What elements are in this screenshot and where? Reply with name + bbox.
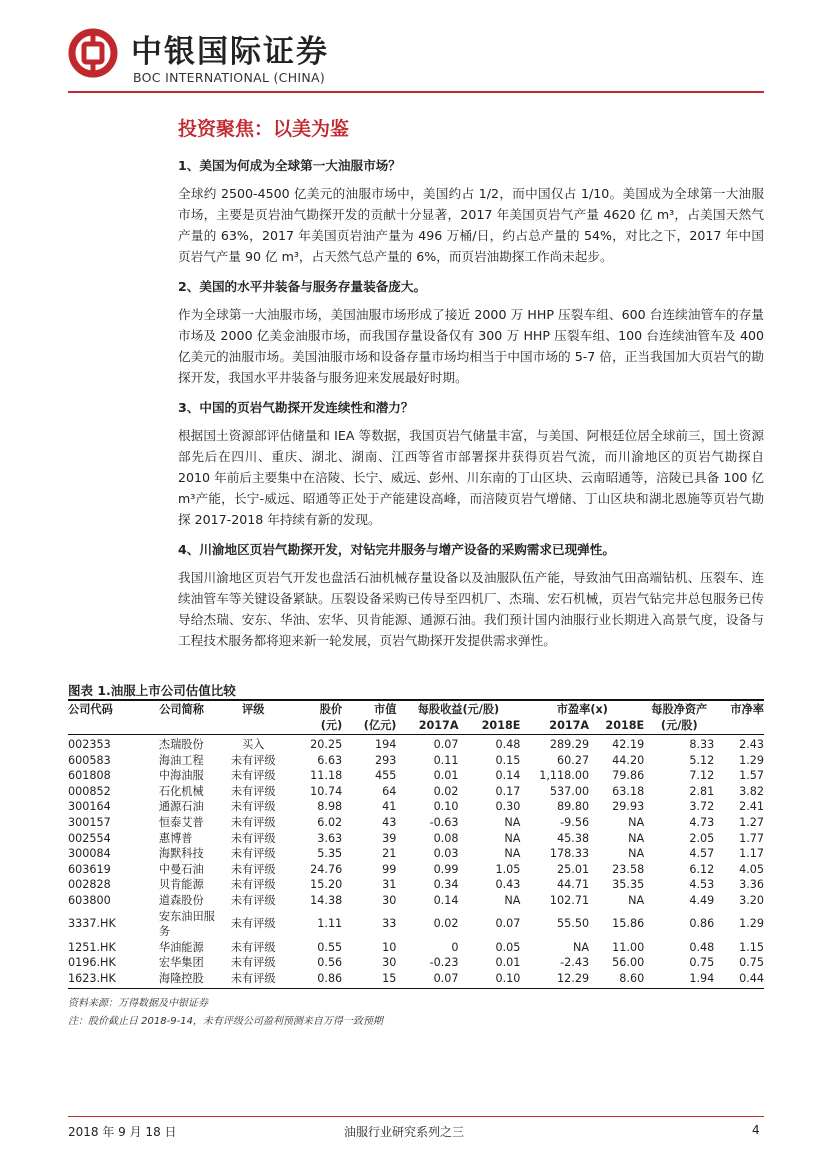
cell-eps-2017a: 0.14 bbox=[433, 893, 459, 907]
cell-price: 0.56 bbox=[317, 956, 343, 970]
cell-pe-2017a: 44.71 bbox=[557, 878, 590, 892]
cell-price: 0.55 bbox=[317, 940, 343, 954]
cell-pe-2018e: NA bbox=[628, 831, 645, 845]
cell-eps-2017a: 0.99 bbox=[433, 862, 459, 876]
page-number: 4 bbox=[752, 1123, 760, 1137]
question-heading: 4、川渝地区页岩气勘探开发，对钻完井服务与增产设备的采购需求已现弹性。 bbox=[178, 542, 615, 557]
cell-pb: 3.20 bbox=[739, 893, 764, 907]
cell-pb: 2.43 bbox=[739, 738, 764, 751]
cell-eps-2018e: 0.43 bbox=[495, 878, 521, 892]
cell-rating: 未有评级 bbox=[230, 831, 276, 845]
cell-bvps: 2.05 bbox=[689, 831, 715, 845]
table-row bbox=[68, 799, 764, 815]
cell-code: 1251.HK bbox=[68, 940, 116, 954]
cell-pe-2017a: 55.50 bbox=[557, 917, 590, 931]
cell-code: 300084 bbox=[68, 847, 111, 861]
cell-price: 0.86 bbox=[317, 971, 343, 985]
col-subheader: (亿元) bbox=[363, 719, 397, 732]
cell-pe-2018e: 11.00 bbox=[612, 940, 645, 954]
cell-price: 15.20 bbox=[310, 878, 343, 892]
cell-code: 0196.HK bbox=[68, 956, 116, 970]
cell-pe-2018e: 79.86 bbox=[612, 769, 645, 783]
cell-eps-2018e: 0.07 bbox=[495, 917, 521, 931]
cell-pe-2017a: 102.71 bbox=[549, 893, 590, 907]
cell-eps-2018e: 0.10 bbox=[495, 971, 521, 985]
footnote: 注：股价截止日 2018-9-14，未有评级公司盈利预测来自万得一致预期 bbox=[68, 1016, 383, 1027]
cell-eps-2018e: 0.30 bbox=[495, 800, 521, 814]
footer-date: 2018 年 9 月 18 日 bbox=[68, 1125, 177, 1139]
col-header: 评级 bbox=[242, 703, 265, 716]
cell-eps-2017a: 0.08 bbox=[433, 831, 459, 845]
cell-rating: 未有评级 bbox=[230, 847, 276, 861]
col-subheader: 2017A bbox=[418, 719, 459, 732]
cell-name: 宏华集团 bbox=[158, 956, 204, 970]
cell-mktcap: 64 bbox=[382, 784, 397, 798]
cell-eps-2017a: 0 bbox=[451, 940, 459, 954]
cell-price: 6.63 bbox=[317, 753, 343, 767]
cell-bvps: 2.81 bbox=[689, 784, 715, 798]
cell-pe-2018e: 44.20 bbox=[612, 753, 645, 767]
cell-mktcap: 194 bbox=[375, 738, 397, 751]
cell-mktcap: 30 bbox=[382, 956, 397, 970]
cell-name: 华油能源 bbox=[158, 940, 204, 954]
table-body bbox=[68, 735, 764, 987]
cell-code: 601808 bbox=[68, 769, 111, 783]
cell-name: 杰瑞股份 bbox=[158, 738, 204, 751]
cell-pb: 1.77 bbox=[739, 831, 764, 845]
cell-price: 14.38 bbox=[310, 893, 343, 907]
section-title: 投资聚焦：以美为鉴 bbox=[178, 118, 350, 140]
cell-eps-2018e: 0.17 bbox=[495, 784, 521, 798]
cell-price: 3.63 bbox=[317, 831, 343, 845]
cell-price: 1.11 bbox=[317, 917, 343, 931]
col-subheader bbox=[68, 718, 145, 735]
cell-mktcap: 15 bbox=[382, 971, 397, 985]
cell-pe-2018e: NA bbox=[628, 893, 645, 907]
cell-mktcap: 30 bbox=[382, 893, 397, 907]
cell-pe-2018e: 29.93 bbox=[612, 800, 645, 814]
cell-rating: 未有评级 bbox=[230, 971, 276, 985]
cell-pb: 0.44 bbox=[739, 971, 764, 985]
cell-pb: 1.29 bbox=[739, 753, 764, 767]
cell-mktcap: 99 bbox=[382, 862, 397, 876]
cell-eps-2018e: NA bbox=[504, 847, 521, 861]
source-note: 资料来源：万得数据及中银证券 bbox=[68, 998, 208, 1009]
cell-bvps: 4.49 bbox=[689, 893, 715, 907]
cell-pe-2018e: 8.60 bbox=[619, 971, 645, 985]
cell-code: 3337.HK bbox=[68, 917, 116, 931]
cell-eps-2018e: NA bbox=[504, 831, 521, 845]
col-subheader bbox=[145, 718, 219, 735]
cell-rating: 未有评级 bbox=[230, 956, 276, 970]
cell-code: 000852 bbox=[68, 784, 111, 798]
cell-price: 24.76 bbox=[310, 862, 343, 876]
cell-pb: 3.82 bbox=[739, 784, 764, 798]
cell-eps-2017a: 0.03 bbox=[433, 847, 459, 861]
cell-mktcap: 10 bbox=[382, 940, 397, 954]
cell-name: 石化机械 bbox=[158, 784, 204, 798]
cell-bvps: 4.73 bbox=[689, 815, 715, 829]
cell-pe-2018e: NA bbox=[628, 815, 645, 829]
cell-mktcap: 21 bbox=[382, 847, 397, 861]
table-subheader-row bbox=[68, 718, 764, 735]
cell-pb: 1.29 bbox=[739, 917, 764, 931]
cell-pe-2017a: 178.33 bbox=[549, 847, 590, 861]
cell-name: 道森股份 bbox=[158, 893, 204, 907]
cell-eps-2017a: -0.63 bbox=[429, 815, 459, 829]
table-row bbox=[68, 971, 764, 987]
cell-code: 603619 bbox=[68, 862, 111, 876]
cell-pe-2017a: 289.29 bbox=[549, 738, 590, 751]
cell-pb: 2.41 bbox=[739, 800, 764, 814]
question-heading: 2、美国的水平井装备与服务存量装备庞大。 bbox=[178, 279, 427, 294]
cell-pb: 0.75 bbox=[739, 956, 764, 970]
cell-pe-2017a: 25.01 bbox=[557, 862, 590, 876]
table-row bbox=[68, 846, 764, 862]
question-heading: 1、美国为何成为全球第一大油服市场？ bbox=[178, 158, 401, 173]
cell-code: 002353 bbox=[68, 738, 111, 751]
cell-code: 002554 bbox=[68, 831, 111, 845]
cell-eps-2017a: 0.34 bbox=[433, 878, 459, 892]
col-subheader: 2018E bbox=[481, 719, 521, 732]
cell-eps-2018e: 0.48 bbox=[495, 738, 521, 751]
cell-eps-2018e: 0.01 bbox=[495, 956, 521, 970]
col-header: 每股收益(元/股) bbox=[417, 703, 500, 716]
cell-eps-2017a: 0.02 bbox=[433, 784, 459, 798]
cell-name: 恒泰艾普 bbox=[158, 815, 204, 829]
paragraph: 我国川渝地区页岩气开发也盘活石油机械存量设备以及油服队伍产能，导致油气田高端钻机、压裂车、连续油管车等关键设备紧缺。压裂设备采购已传导至四机厂、杰瑞、宏石机械，页岩气钻完井总包服务已传导给杰瑞、安东、华油、宏华、贝肯能源、通源石油。我们预计国内油服行业长期进入高景气度，设备与工程技术服务都将迎来新一轮发展，页岩气勘探开发提供需求弹性。 bbox=[178, 570, 764, 648]
table-row bbox=[68, 877, 764, 893]
col-subheader: 2018E bbox=[605, 719, 645, 732]
cell-bvps: 8.33 bbox=[689, 738, 715, 751]
cell-code: 002828 bbox=[68, 878, 111, 892]
cell-pe-2017a: 60.27 bbox=[557, 753, 590, 767]
cell-name: 中曼石油 bbox=[158, 862, 204, 876]
cell-pe-2018e: NA bbox=[628, 847, 645, 861]
cell-name: 安东油田服务 bbox=[158, 909, 215, 939]
table-row bbox=[68, 768, 764, 784]
footer-series: 油服行业研究系列之三 bbox=[344, 1125, 465, 1139]
cell-pe-2018e: 35.35 bbox=[612, 878, 645, 892]
table-row bbox=[68, 909, 764, 940]
cell-pe-2018e: 23.58 bbox=[612, 862, 645, 876]
table-row bbox=[68, 753, 764, 769]
col-header: 市净率 bbox=[730, 703, 764, 716]
cell-mktcap: 293 bbox=[375, 753, 397, 767]
table-header-row bbox=[68, 702, 764, 718]
cell-eps-2017a: 0.01 bbox=[433, 769, 459, 783]
cell-code: 600583 bbox=[68, 753, 111, 767]
cell-pb: 1.17 bbox=[739, 847, 764, 861]
cell-rating: 未有评级 bbox=[230, 917, 276, 931]
table-top-rule bbox=[68, 699, 764, 701]
cell-price: 6.02 bbox=[317, 815, 343, 829]
col-header: 公司代码 bbox=[68, 703, 113, 716]
cell-pb: 1.57 bbox=[739, 769, 764, 783]
paragraph: 全球约 2500-4500 亿美元的油服市场中，美国约占 1/2，而中国仅占 1/10。美国成为全球第一大油服市场，主要是页岩油气勘探开发的贡献十分显著，2017 年美国页岩气产量 4620 亿 m³，占美国天然气产量的 63%，2017 年美国页岩油产量为 496 万桶/日，约占总产量的 54%，对比之下，2017 年中国页岩气产量 90 亿 m³，占天然气总产量的 6%，而页岩油勘探工作尚未起步。 bbox=[178, 186, 764, 264]
cell-pe-2017a: 1,118.00 bbox=[539, 769, 590, 783]
cell-bvps: 0.48 bbox=[689, 940, 715, 954]
cell-code: 300164 bbox=[68, 800, 111, 814]
table-row bbox=[68, 940, 764, 956]
cell-pb: 3.36 bbox=[739, 878, 764, 892]
cell-pb: 1.27 bbox=[739, 815, 764, 829]
col-subheader bbox=[714, 718, 764, 735]
cell-pe-2018e: 63.18 bbox=[612, 784, 645, 798]
cell-rating: 未有评级 bbox=[230, 893, 276, 907]
cell-eps-2018e: 1.05 bbox=[495, 862, 521, 876]
col-header: 股价 bbox=[319, 703, 343, 716]
cell-bvps: 3.72 bbox=[689, 800, 715, 814]
cell-eps-2018e: 0.05 bbox=[495, 940, 521, 954]
cell-pe-2017a: 537.00 bbox=[549, 784, 590, 798]
cell-mktcap: 43 bbox=[382, 815, 397, 829]
cell-name: 贝肯能源 bbox=[158, 878, 204, 892]
cell-code: 1623.HK bbox=[68, 971, 116, 985]
col-subheader: (元/股) bbox=[660, 719, 698, 732]
table-row bbox=[68, 955, 764, 971]
cell-eps-2017a: -0.23 bbox=[429, 956, 459, 970]
cell-pe-2017a: -9.56 bbox=[560, 815, 590, 829]
cell-bvps: 6.12 bbox=[689, 862, 715, 876]
cell-eps-2018e: 0.15 bbox=[495, 753, 521, 767]
cell-price: 10.74 bbox=[310, 784, 343, 798]
col-header: 公司简称 bbox=[159, 703, 204, 716]
cell-eps-2018e: 0.14 bbox=[495, 769, 521, 783]
cell-rating: 未有评级 bbox=[230, 815, 276, 829]
table-row bbox=[68, 815, 764, 831]
cell-bvps: 4.57 bbox=[689, 847, 715, 861]
cell-rating: 未有评级 bbox=[230, 862, 276, 876]
cell-mktcap: 33 bbox=[382, 917, 397, 931]
cell-rating: 未有评级 bbox=[230, 940, 276, 954]
cell-pe-2018e: 56.00 bbox=[612, 956, 645, 970]
cell-eps-2017a: 0.07 bbox=[433, 971, 459, 985]
cell-eps-2017a: 0.10 bbox=[433, 800, 459, 814]
cell-mktcap: 31 bbox=[382, 878, 397, 892]
cell-name: 海隆控股 bbox=[158, 971, 204, 985]
col-subheader: 2017A bbox=[549, 719, 590, 732]
body-text bbox=[178, 155, 764, 660]
cell-eps-2017a: 0.11 bbox=[433, 753, 459, 767]
brand-name-en: BOC INTERNATIONAL (CHINA) bbox=[133, 70, 326, 85]
cell-name: 中海油服 bbox=[158, 769, 204, 783]
cell-bvps: 7.12 bbox=[689, 769, 715, 783]
cell-code: 300157 bbox=[68, 815, 111, 829]
cell-rating: 买入 bbox=[242, 738, 265, 751]
cell-eps-2017a: 0.02 bbox=[433, 917, 459, 931]
paragraph: 作为全球第一大油服市场，美国油服市场形成了接近 2000 万 HHP 压裂车组、600 台连续油管车的存量市场及 2000 亿美金油服市场，而我国存量设备仅有 300 万 HHP 压裂车组、100 台连续油管车及 400 亿美元的油服市场。美国油服市场和设备存量市场均相当于中国市场的 5-7 倍，正当我国加大页岩气的勘探开发，我国水平井装备与服务迎来发展最好时期。 bbox=[178, 307, 764, 385]
table-row bbox=[68, 784, 764, 800]
cell-rating: 未有评级 bbox=[230, 784, 276, 798]
col-subheader: (元) bbox=[320, 719, 343, 732]
boc-logo-icon bbox=[68, 28, 118, 78]
table-row bbox=[68, 735, 764, 753]
table-row bbox=[68, 862, 764, 878]
cell-pe-2017a: 45.38 bbox=[557, 831, 590, 845]
cell-code: 603800 bbox=[68, 893, 111, 907]
table-row bbox=[68, 831, 764, 847]
cell-pe-2017a: -2.43 bbox=[560, 956, 590, 970]
cell-name: 通源石油 bbox=[158, 800, 204, 814]
cell-pe-2017a: NA bbox=[573, 940, 590, 954]
cell-bvps: 0.86 bbox=[689, 917, 715, 931]
col-header: 每股净资产 bbox=[651, 703, 708, 716]
cell-mktcap: 455 bbox=[375, 769, 397, 783]
cell-bvps: 4.53 bbox=[689, 878, 715, 892]
cell-bvps: 0.75 bbox=[689, 956, 715, 970]
cell-rating: 未有评级 bbox=[230, 800, 276, 814]
cell-pe-2017a: 89.80 bbox=[557, 800, 590, 814]
cell-price: 20.25 bbox=[310, 738, 343, 751]
table-bottom-rule bbox=[68, 988, 764, 989]
cell-price: 5.35 bbox=[317, 847, 343, 861]
cell-mktcap: 39 bbox=[382, 831, 397, 845]
cell-name: 惠博普 bbox=[158, 831, 193, 845]
cell-pb: 1.15 bbox=[739, 940, 764, 954]
col-subheader bbox=[218, 718, 288, 735]
cell-rating: 未有评级 bbox=[230, 769, 276, 783]
header-rule bbox=[68, 91, 764, 93]
col-header: 市盈率(x) bbox=[556, 703, 608, 716]
cell-price: 8.98 bbox=[317, 800, 343, 814]
cell-rating: 未有评级 bbox=[230, 753, 276, 767]
cell-bvps: 5.12 bbox=[689, 753, 715, 767]
cell-price: 11.18 bbox=[310, 769, 343, 783]
cell-bvps: 1.94 bbox=[689, 971, 715, 985]
table-row bbox=[68, 893, 764, 909]
cell-pe-2018e: 15.86 bbox=[612, 917, 645, 931]
cell-eps-2018e: NA bbox=[504, 815, 521, 829]
cell-mktcap: 41 bbox=[382, 800, 397, 814]
cell-pb: 4.05 bbox=[739, 862, 764, 876]
cell-eps-2018e: NA bbox=[504, 893, 521, 907]
cell-pe-2018e: 42.19 bbox=[612, 738, 645, 751]
paragraph: 根据国土资源部评估储量和 IEA 等数据，我国页岩气储量丰富，与美国、阿根廷位居全球前三，国土资源部先后在四川、重庆、湖北、湖南、江西等省市部署探井获得页岩气流，而川渝地区的页岩气勘探自 2010 年前后主要集中在涪陵、长宁、威远、彭州、川东南的丁山区块、云南昭通等，涪陵已具备 100 亿 m³产能，长宁-威远、昭通等正处于产能建设高峰，而涪陵页岩气增储、丁山区块和湖北恩施等页岩气勘探 2017-2018 年持续有新的发现。 bbox=[178, 428, 764, 527]
brand-name-cn: 中银国际证券 bbox=[131, 34, 329, 70]
cell-eps-2017a: 0.07 bbox=[433, 738, 459, 751]
footer-rule bbox=[68, 1116, 764, 1117]
cell-rating: 未有评级 bbox=[230, 878, 276, 892]
cell-pe-2017a: 12.29 bbox=[557, 971, 590, 985]
cell-name: 海油工程 bbox=[158, 753, 204, 767]
cell-name: 海默科技 bbox=[158, 847, 204, 861]
col-header: 市值 bbox=[374, 703, 397, 716]
table-caption: 图表 1.油服上市公司估值比较 bbox=[68, 683, 236, 698]
question-heading: 3、中国的页岩气勘探开发连续性和潜力？ bbox=[178, 400, 414, 415]
valuation-table bbox=[68, 702, 764, 987]
